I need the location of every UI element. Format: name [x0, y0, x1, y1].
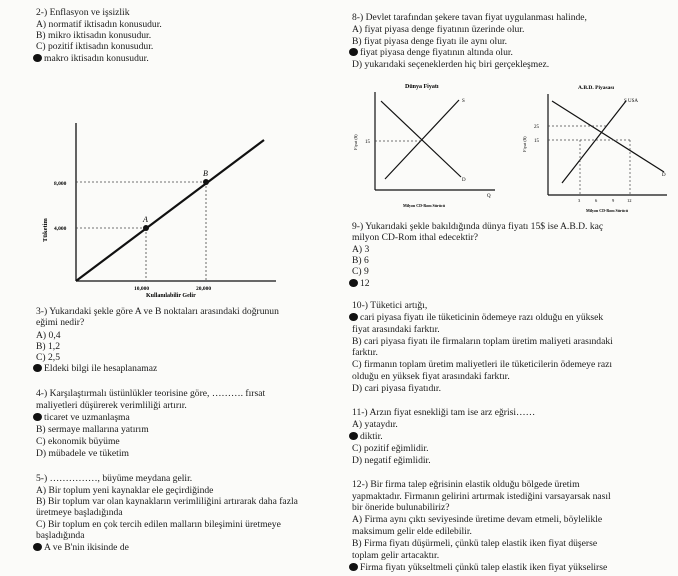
option-b[interactable]: B) mikro iktisadın konusudur. [36, 30, 152, 41]
question-text: 10-) Tüketici artığı, [352, 300, 428, 311]
option-d-label: makro iktisadın konusudur. [44, 53, 149, 64]
question-text-line-1: 9-) Yukarıdaki şekle bakıldığında dünya fiyatı 15$ ise A.B.D. kaç [352, 221, 604, 232]
usa-market-graph [512, 80, 674, 220]
option-b[interactable]: B) sermaye mallarına yatırım [36, 424, 149, 435]
answer-mark-icon [349, 432, 358, 440]
x-axis-label: Kullanılabilir Gelir [146, 293, 196, 299]
question-text-line-1: 3-) Yukarıdaki şekle göre A ve B noktaları arasındaki doğrunun [36, 306, 279, 317]
answer-mark-icon [349, 313, 358, 321]
option-c-marked[interactable] [349, 562, 607, 573]
x-axis-label: Milyon CD-Rom Sürücü [403, 203, 446, 208]
y-axis-label: Tüketim [42, 218, 49, 242]
option-a-label: ticaret ve uzmanlaşma [44, 412, 130, 423]
option-d-marked[interactable] [349, 278, 370, 289]
option-a-marked[interactable] [349, 312, 603, 323]
option-d-marked[interactable] [33, 53, 149, 64]
option-d[interactable]: D) cari piyasa fiyatıdır. [352, 383, 441, 394]
option-a[interactable]: A) normatif iktisadın konusudur. [36, 19, 162, 30]
option-c-label: fiyat piyasa denge fiyatının altında olur. [360, 47, 513, 58]
point-a-label: A [143, 215, 148, 224]
supply-curve [385, 100, 459, 179]
y-tick-25: 25 [534, 125, 539, 130]
answer-mark-icon [33, 543, 42, 551]
question-text-line-3: bir öneride bulunabiliriz? [352, 502, 450, 513]
x-tick-3: 3 [578, 198, 581, 203]
consumption-income-graph [36, 118, 286, 303]
question-text: 8-) Devlet tarafından şekere tavan fiyat uygulanması halinde, [352, 12, 587, 23]
option-a-continued: maksimum gelir elde edilebilir. [352, 526, 472, 537]
q-label: Q [487, 194, 491, 199]
option-c[interactable]: C) pozitif eğimlidir. [352, 443, 429, 454]
option-b[interactable]: B) 1,2 [36, 341, 60, 352]
x-tick-10000: 10,000 [134, 286, 150, 292]
option-a[interactable]: A) Bir toplum yeni kaynaklar ele geçirdiğinde [36, 485, 214, 496]
question-text: 11-) Arzın fiyat esnekliği tam ise arz eğrisi…… [352, 407, 536, 418]
question-text-line-2: milyon CD-Rom ithal edecektir? [352, 232, 479, 243]
y-tick-8000: 8,000 [54, 181, 67, 187]
answer-mark-icon [349, 563, 358, 571]
option-c[interactable]: C) 2,5 [36, 352, 60, 363]
demand-curve [552, 101, 664, 172]
option-a-continued: fiyat arasındaki farktır. [352, 324, 440, 335]
demand-curve [381, 101, 461, 177]
option-d[interactable]: D) mübadele ve tüketim [36, 448, 129, 459]
demand-label: D [662, 173, 666, 178]
option-b-continued: üretmeye başladığında [36, 507, 123, 518]
option-b-label: diktir. [360, 431, 383, 442]
option-c-marked[interactable] [349, 47, 513, 58]
option-c[interactable]: C) 9 [352, 266, 369, 277]
graph-title: Dünya Fiyatı [405, 84, 439, 90]
option-a-marked[interactable] [33, 412, 130, 423]
answer-mark-icon [33, 413, 42, 421]
answer-mark-icon [349, 48, 358, 56]
option-b[interactable]: B) Firma fiyatı düşürmeli, çünkü talep elastik iken fiyat düşerse [352, 538, 598, 549]
option-b[interactable]: B) cari piyasa fiyatı ile firmaların toplam üretim maliyeti arasındaki [352, 336, 613, 347]
option-c-continued: başladığında [36, 530, 85, 541]
x-axis-label: Milyon CD-Rom Sürücü [586, 208, 629, 213]
option-d-marked[interactable] [33, 542, 129, 553]
option-d-marked[interactable] [33, 363, 157, 374]
point-a-marker [143, 225, 149, 231]
question-text-line-1: 12-) Bir firma talep eğrisinin elastik olduğu bölgede üretim [352, 479, 580, 490]
option-a[interactable]: A) 3 [352, 244, 370, 255]
option-a[interactable]: A) 0,4 [36, 330, 61, 341]
answer-mark-icon [349, 279, 358, 287]
y-tick-15: 15 [365, 140, 370, 145]
question-text-line-1: 4-) Karşılaştırmalı üstünlükler teorisine göre, ………. fırsat [36, 388, 266, 399]
supply-label: S USA [624, 99, 639, 104]
option-b[interactable]: B) Bir toplum var olan kaynakların verimliliğini artırarak daha fazla [36, 496, 298, 507]
option-d-label: Eldeki bilgi ile hesaplanamaz [44, 363, 158, 374]
option-b[interactable]: B) fiyat piyasa denge fiyatı ile aynı olur. [352, 36, 508, 47]
question-text: 5-) ……………, büyüme meydana gelir. [36, 473, 193, 484]
question-text-line-2: maliyetleri düşürerek verimliliği artırır. [36, 400, 187, 411]
option-c-continued: olduğu en yüksek fiyat arasındaki farktır. [352, 371, 510, 382]
option-b-continued: farktır. [352, 347, 378, 358]
question-text-line-2: yapmaktadır. Firmanın gelirini artırmak istediğini varsayarsak nasıl [352, 491, 611, 502]
y-tick-15: 15 [534, 139, 539, 144]
option-a[interactable]: A) fiyat piyasa denge fiyatının üzerinde olur. [352, 24, 525, 35]
option-c[interactable]: C) firmanın toplam üretim maliyetleri ile tüketicilerin ödemeye razı [352, 359, 613, 370]
option-c[interactable]: C) ekonomik büyüme [36, 436, 120, 447]
point-b-marker [203, 179, 209, 185]
x-tick-20000: 20,000 [196, 286, 212, 292]
option-b-continued: toplam gelir artacaktır. [352, 550, 440, 561]
y-axis-label: Fiyat ($) [353, 134, 358, 150]
option-a-label: cari piyasa fiyatı ile tüketicinin ödemeye razı olduğu en yüksek [360, 312, 604, 323]
x-tick-9: 9 [612, 198, 615, 203]
option-d[interactable]: D) yukarıdaki seçeneklerden hiç biri gerçekleşmez. [352, 59, 550, 70]
x-tick-6: 6 [595, 198, 598, 203]
y-axis-label: Fiyat ($) [522, 136, 527, 152]
option-d[interactable]: D) negatif eğimlidir. [352, 455, 431, 466]
option-c[interactable]: C) Bir toplum en çok tercih edilen malların bileşimini üretmeye [36, 519, 281, 530]
option-c-label: Firma fiyatı yükseltmeli çünkü talep elastik iken fiyat yükselirse [360, 562, 608, 573]
question-text-line-2: eğimi nedir? [36, 317, 85, 328]
question-text: 2-) Enflasyon ve işsizlik [36, 7, 130, 18]
option-b-marked[interactable] [349, 431, 383, 442]
answer-mark-icon [33, 54, 42, 62]
consumption-line [76, 140, 264, 281]
answer-mark-icon [33, 364, 42, 372]
demand-label: D [462, 178, 466, 183]
option-d-label: 12 [360, 278, 370, 289]
option-c[interactable]: C) pozitif iktisadın konusudur. [36, 41, 154, 52]
point-b-label: B [203, 169, 208, 178]
world-price-graph [345, 80, 505, 220]
x-tick-12: 12 [627, 198, 632, 203]
option-a[interactable]: A) Firma aynı çıktı seviyesinde üretime devam etmeli, böylelikle [352, 514, 603, 525]
option-d-label: A ve B'nin ikisinde de [44, 542, 129, 553]
option-b[interactable]: B) 6 [352, 255, 369, 266]
graph-title: A.B.D. Piyasası [578, 85, 615, 91]
option-a[interactable]: A) yataydır. [352, 419, 398, 430]
supply-label: S [462, 99, 465, 104]
y-tick-4000: 4,000 [54, 226, 67, 232]
